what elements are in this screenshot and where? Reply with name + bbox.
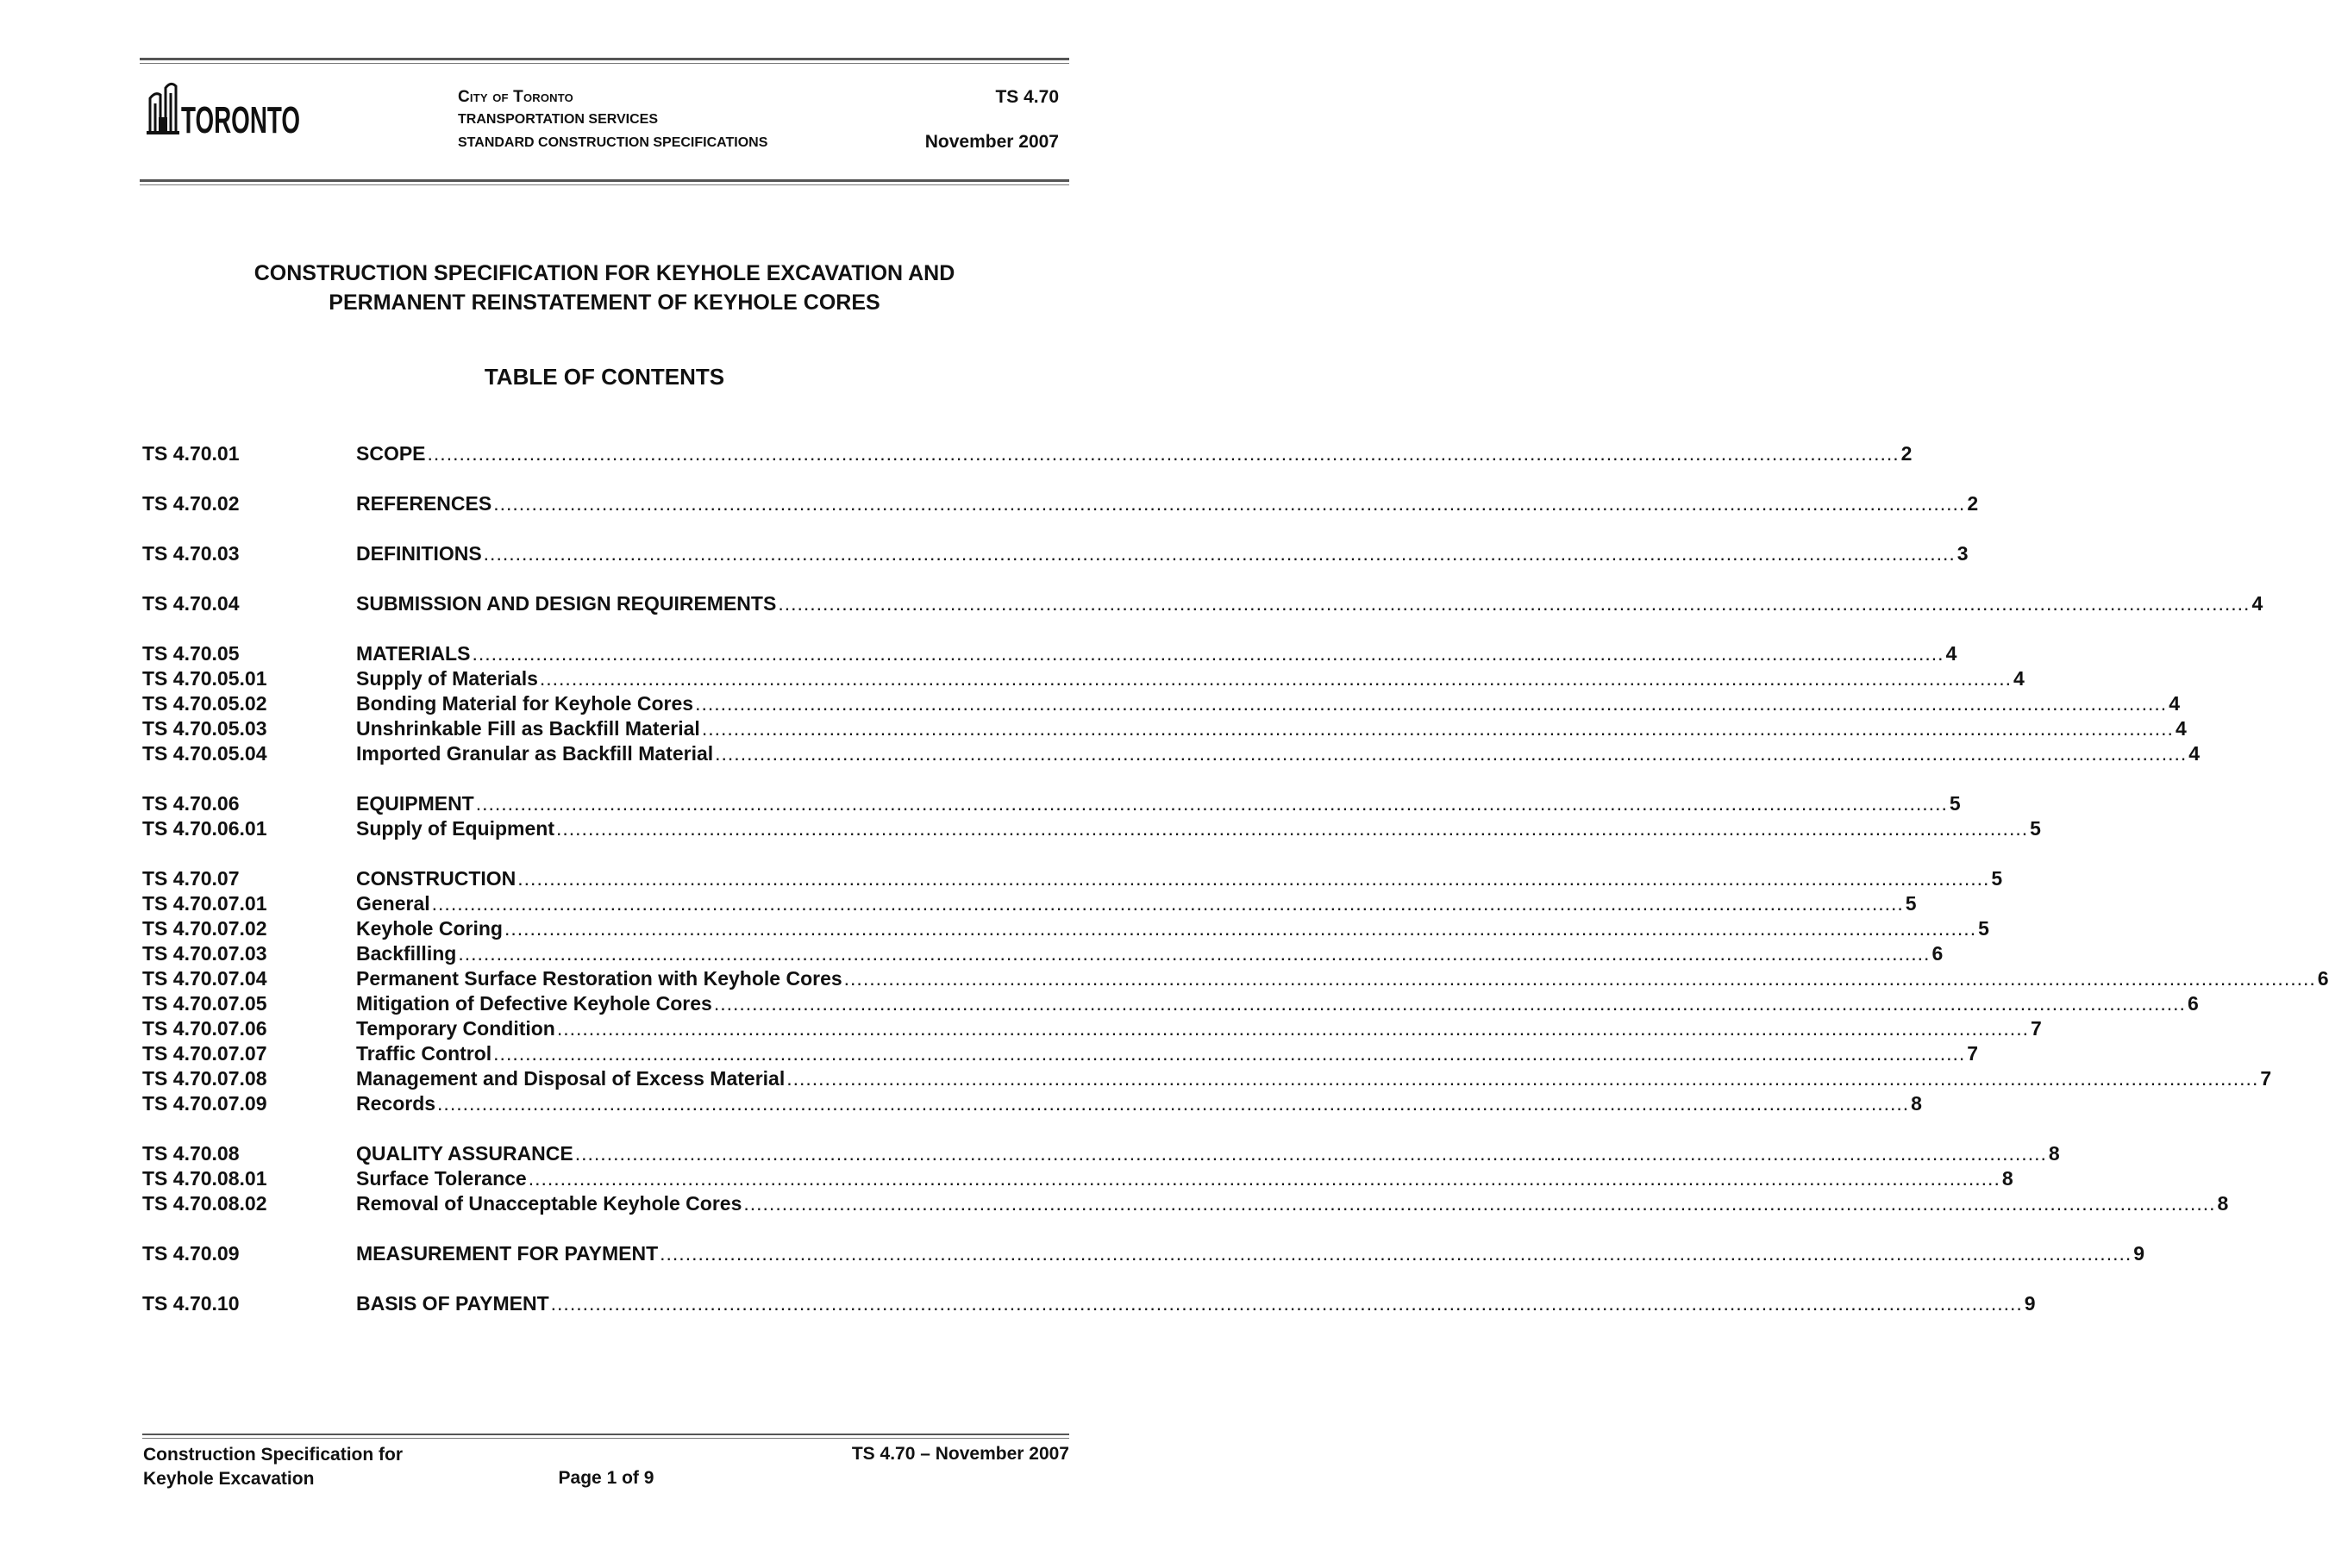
toc-entry-number: TS 4.70.02 <box>142 492 240 515</box>
toc-entry[interactable] <box>142 491 1979 516</box>
toc-entry[interactable] <box>142 791 1961 816</box>
header-bottom-rule <box>140 179 1069 182</box>
toc-entry[interactable] <box>142 1166 2013 1191</box>
toc-entry-page: 4 <box>2013 667 2025 690</box>
toc-entry-line <box>356 1016 2042 1041</box>
toc-entry-number: TS 4.70.05.02 <box>142 692 267 715</box>
toc-entry[interactable] <box>142 866 2003 891</box>
toc-entry-line <box>356 991 2199 1016</box>
toc-entry-line <box>356 491 1979 516</box>
toc-dot-leader <box>428 441 1900 466</box>
document-title-line2: PERMANENT REINSTATEMENT OF KEYHOLE CORES <box>329 290 880 315</box>
toc-entry-number: TS 4.70.05.01 <box>142 667 267 690</box>
toc-entry[interactable] <box>142 591 2263 616</box>
toc-entry-label: Permanent Surface Restoration with Keyhole Cores <box>356 967 842 990</box>
toc-entry-line <box>356 1041 1979 1066</box>
toc-entry[interactable] <box>142 691 2180 716</box>
toc-entry-line <box>356 441 1913 466</box>
toc-entry-page: 5 <box>1991 867 2003 890</box>
toc-entry-line <box>356 966 2329 991</box>
document-title-line1: CONSTRUCTION SPECIFICATION FOR KEYHOLE EXCAVATION AND <box>254 261 955 285</box>
toc-entry-label: Imported Granular as Backfill Material <box>356 742 714 765</box>
toc-entry-page: 8 <box>2001 1167 2013 1190</box>
toc-dot-leader <box>493 491 1965 516</box>
toc-dot-leader <box>540 666 2012 691</box>
toc-entry-number: TS 4.70.05 <box>142 642 240 665</box>
header-department: TRANSPORTATION SERVICES <box>458 112 659 127</box>
toc-entry-label: Removal of Unacceptable Keyhole Cores <box>356 1192 742 1215</box>
toc-entry[interactable] <box>142 541 1969 566</box>
toc-entry-label: Supply of Materials <box>356 667 538 690</box>
toc-entry-line <box>356 741 2201 766</box>
toc-entry[interactable] <box>142 1141 2060 1166</box>
toc-entry-label: Mitigation of Defective Keyhole Cores <box>356 992 712 1015</box>
toc-entry-label: SCOPE <box>356 442 426 465</box>
toc-entry-page: 4 <box>2188 742 2201 765</box>
toc-entry[interactable] <box>142 716 2187 741</box>
toc-entry-page: 5 <box>1978 917 1989 940</box>
toc-entry[interactable] <box>142 441 1913 466</box>
toc-entry-label: QUALITY ASSURANCE <box>356 1142 573 1165</box>
toc-entry-page: 8 <box>1911 1092 1922 1115</box>
toc-entry-label: EQUIPMENT <box>356 792 474 815</box>
toc-entry[interactable] <box>142 666 2025 691</box>
toc-entry-page: 3 <box>1956 542 1969 565</box>
toc-dot-leader <box>575 1141 2047 1166</box>
toc-heading: TABLE OF CONTENTS <box>484 364 725 390</box>
toc-entry-line <box>356 591 2263 616</box>
toc-entry-page: 6 <box>2187 992 2199 1015</box>
toc-entry-line <box>356 891 1917 916</box>
header-spec-number: TS 4.70 <box>995 87 1059 107</box>
toc-entry-label: CONSTRUCTION <box>356 867 517 890</box>
footer-page-number: Page 1 of 9 <box>558 1468 654 1488</box>
toc-entry-page: 4 <box>2251 592 2263 615</box>
toc-dot-leader <box>695 691 2167 716</box>
toc-entry-label: MATERIALS <box>356 642 471 665</box>
toc-entry-number: TS 4.70.07.08 <box>142 1067 267 1090</box>
toc-entry[interactable] <box>142 816 2041 841</box>
toc-entry-label: General <box>356 892 430 915</box>
toc-dot-leader <box>432 891 1904 916</box>
toc-entry-number: TS 4.70.09 <box>142 1242 240 1265</box>
toc-entry-label: DEFINITIONS <box>356 542 482 565</box>
toc-entry-line <box>356 1291 2036 1316</box>
toc-entry[interactable] <box>142 891 1917 916</box>
footer-rule <box>142 1434 1069 1435</box>
toc-entry-page: 4 <box>1945 642 1957 665</box>
toc-entry-page: 2 <box>1900 442 1913 465</box>
toc-entry[interactable] <box>142 1016 2042 1041</box>
toc-entry-page: 9 <box>2133 1242 2145 1265</box>
toc-entry-number: TS 4.70.07.01 <box>142 892 267 915</box>
toc-entry-line <box>356 1091 1922 1116</box>
header-city-text: City of Toronto <box>458 88 573 106</box>
toc-entry-number: TS 4.70.10 <box>142 1292 240 1315</box>
toc-entry-number: TS 4.70.07.06 <box>142 1017 267 1040</box>
toc-entry-number: TS 4.70.07.09 <box>142 1092 267 1115</box>
toc-entry-number: TS 4.70.07.03 <box>142 942 267 965</box>
toc-entry[interactable] <box>142 1191 2229 1216</box>
toc-entry-line <box>356 1066 2272 1091</box>
toc-entry-page: 7 <box>2030 1017 2042 1040</box>
toc-entry-page: 6 <box>1931 942 1944 965</box>
toc-dot-leader <box>484 541 1956 566</box>
toc-entry-page: 5 <box>1949 792 1961 815</box>
toc-entry-number: TS 4.70.05.03 <box>142 717 267 740</box>
toc-entry-page: 5 <box>2030 817 2041 840</box>
toc-dot-leader <box>517 866 1989 891</box>
header-city <box>458 88 573 107</box>
toc-entry-label: Management and Disposal of Excess Material <box>356 1067 786 1090</box>
toc-entry-line <box>356 541 1969 566</box>
toc-entry-label: BASIS OF PAYMENT <box>356 1292 549 1315</box>
toc-dot-leader <box>844 966 2316 991</box>
toc-dot-leader <box>493 1041 1965 1066</box>
toc-dot-leader <box>660 1241 2132 1266</box>
toc-entry-number: TS 4.70.08.01 <box>142 1167 267 1190</box>
toc-entry-label: Keyhole Coring <box>356 917 503 940</box>
toc-entry-page: 8 <box>2217 1192 2229 1215</box>
toc-entry-page: 4 <box>2169 692 2180 715</box>
toc-entry-number: TS 4.70.01 <box>142 442 240 465</box>
toc-entry-line <box>356 916 1989 941</box>
toc-entry-line <box>356 1241 2145 1266</box>
toc-dot-leader <box>458 941 1930 966</box>
toc-entry-label: Traffic Control <box>356 1042 492 1065</box>
toc-entry-line <box>356 716 2187 741</box>
header-top-rule <box>140 58 1069 60</box>
toc-entry-line <box>356 866 2003 891</box>
toc-entry-number: TS 4.70.03 <box>142 542 240 565</box>
toc-entry[interactable] <box>142 1241 2145 1266</box>
toc-entry-number: TS 4.70.05.04 <box>142 742 267 765</box>
toc-entry-number: TS 4.70.07.02 <box>142 917 267 940</box>
toronto-logo <box>147 83 302 141</box>
toc-entry-page: 8 <box>2048 1142 2060 1165</box>
toc-dot-leader <box>504 916 1976 941</box>
toc-dot-leader <box>476 791 1948 816</box>
header-subtitle: STANDARD CONSTRUCTION SPECIFICATIONS <box>458 135 768 150</box>
footer-left-line2: Keyhole Excavation <box>143 1469 315 1489</box>
toc-entry-page: 4 <box>2175 717 2187 740</box>
toc-entry-label: Backfilling <box>356 942 457 965</box>
toc-entry-page: 9 <box>2024 1292 2036 1315</box>
toc-entry-page: 7 <box>1967 1042 1979 1065</box>
toc-entry-line <box>356 666 2025 691</box>
toc-entry-number: TS 4.70.06 <box>142 792 240 815</box>
toc-dot-leader <box>715 741 2187 766</box>
toc-entry-label: Temporary Condition <box>356 1017 555 1040</box>
footer-left-line1: Construction Specification for <box>143 1445 404 1465</box>
toc-entry-label: Surface Tolerance <box>356 1167 527 1190</box>
toc-entry-line <box>356 1166 2013 1191</box>
toc-entry-number: TS 4.70.07.05 <box>142 992 267 1015</box>
toc-entry[interactable] <box>142 916 1989 941</box>
toc-entry-number: TS 4.70.08.02 <box>142 1192 267 1215</box>
toc-entry-label: Unshrinkable Fill as Backfill Material <box>356 717 700 740</box>
toc-entry-line <box>356 641 1957 666</box>
toc-entry[interactable] <box>142 941 1944 966</box>
toc-entry-label: Supply of Equipment <box>356 817 554 840</box>
toc-entry[interactable] <box>142 1291 2036 1316</box>
toc-entry-label: Bonding Material for Keyhole Cores <box>356 692 694 715</box>
toc-entry-page: 6 <box>2317 967 2329 990</box>
toc-entry-page: 2 <box>1967 492 1979 515</box>
toc-dot-leader <box>557 1016 2029 1041</box>
toc-dot-leader <box>551 1291 2023 1316</box>
toc-dot-leader <box>743 1191 2215 1216</box>
toc-entry-number: TS 4.70.07.04 <box>142 967 267 990</box>
toc-entry[interactable] <box>142 1066 2272 1091</box>
toc-entry-line <box>356 941 1944 966</box>
toc-dot-leader <box>714 991 2186 1016</box>
toc-entry-number: TS 4.70.04 <box>142 592 240 615</box>
toc-dot-leader <box>529 1166 2000 1191</box>
toc-entry-line <box>356 691 2180 716</box>
toc-entry-number: TS 4.70.07.07 <box>142 1042 267 1065</box>
toc-entry-number: TS 4.70.08 <box>142 1142 240 1165</box>
toc-entry-label: Records <box>356 1092 436 1115</box>
toc-entry[interactable] <box>142 741 2201 766</box>
toc-entry-number: TS 4.70.06.01 <box>142 817 267 840</box>
toc-dot-leader <box>472 641 1944 666</box>
toc-entry[interactable] <box>142 966 2329 991</box>
toc-entry[interactable] <box>142 1091 1922 1116</box>
toc-entry-line <box>356 1191 2229 1216</box>
toc-entry-label: MEASUREMENT FOR PAYMENT <box>356 1242 659 1265</box>
toc-entry-label: REFERENCES <box>356 492 492 515</box>
header-date: November 2007 <box>924 132 1059 152</box>
toc-entry-line <box>356 791 1961 816</box>
toc-dot-leader <box>702 716 2174 741</box>
toc-dot-leader <box>556 816 2028 841</box>
toc-dot-leader <box>786 1066 2258 1091</box>
toc-entry[interactable] <box>142 1041 1979 1066</box>
toc-entry-label: SUBMISSION AND DESIGN REQUIREMENTS <box>356 592 777 615</box>
footer-spec-date: TS 4.70 – November 2007 <box>851 1444 1069 1464</box>
toc-entry-line <box>356 816 2041 841</box>
toc-dot-leader <box>778 591 2250 616</box>
toc-entry[interactable] <box>142 991 2199 1016</box>
toc-entry-line <box>356 1141 2060 1166</box>
toc-entry[interactable] <box>142 641 1957 666</box>
toc-entry-number: TS 4.70.07 <box>142 867 240 890</box>
logo-wordmark: TORONTO <box>181 99 300 141</box>
toc-entry-page: 5 <box>1905 892 1917 915</box>
toc-dot-leader <box>437 1091 1909 1116</box>
toc-entry-page: 7 <box>2260 1067 2272 1090</box>
